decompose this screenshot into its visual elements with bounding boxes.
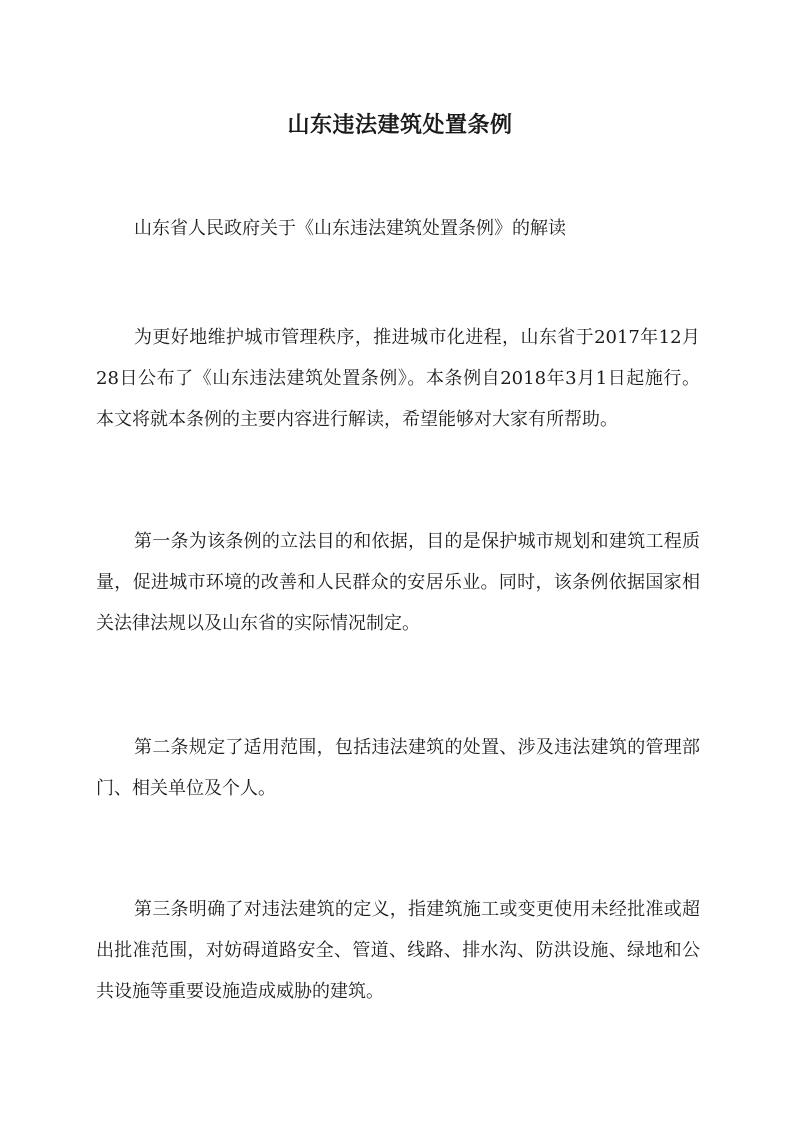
paragraph-intro: 为更好地维护城市管理秩序，推进城市化进程，山东省于2017年12月28日公布了《山东违法建筑处置条例》。本条例自2018年3月1日起施行。本文将就本条例的主要内容进行解读，希望能够对大家有所帮助。 xyxy=(96,327,700,430)
paragraph-article-3: 第三条明确了对违法建筑的定义，指建筑施工或变更使用未经批准或超出批准范围，对妨碍道路安全、管道、线路、排水沟、防洪设施、绿地和公共设施等重要设施造成威胁的建筑。 xyxy=(96,899,700,1002)
paragraph-article-2: 第二条规定了适用范围，包括违法建筑的处置、涉及违法建筑的管理部门、相关单位及个人。 xyxy=(96,737,700,799)
paragraph-subtitle: 山东省人民政府关于《山东违法建筑处置条例》的解读 xyxy=(134,218,566,239)
paragraph-article-1: 第一条为该条例的立法目的和依据，目的是保护城市规划和建筑工程质量，促进城市环境的改善和人民群众的安居乐业。同时，该条例依据国家相关法律法规以及山东省的实际情况制定。 xyxy=(96,531,700,634)
document-title: 山东违法建筑处置条例 xyxy=(287,111,513,138)
